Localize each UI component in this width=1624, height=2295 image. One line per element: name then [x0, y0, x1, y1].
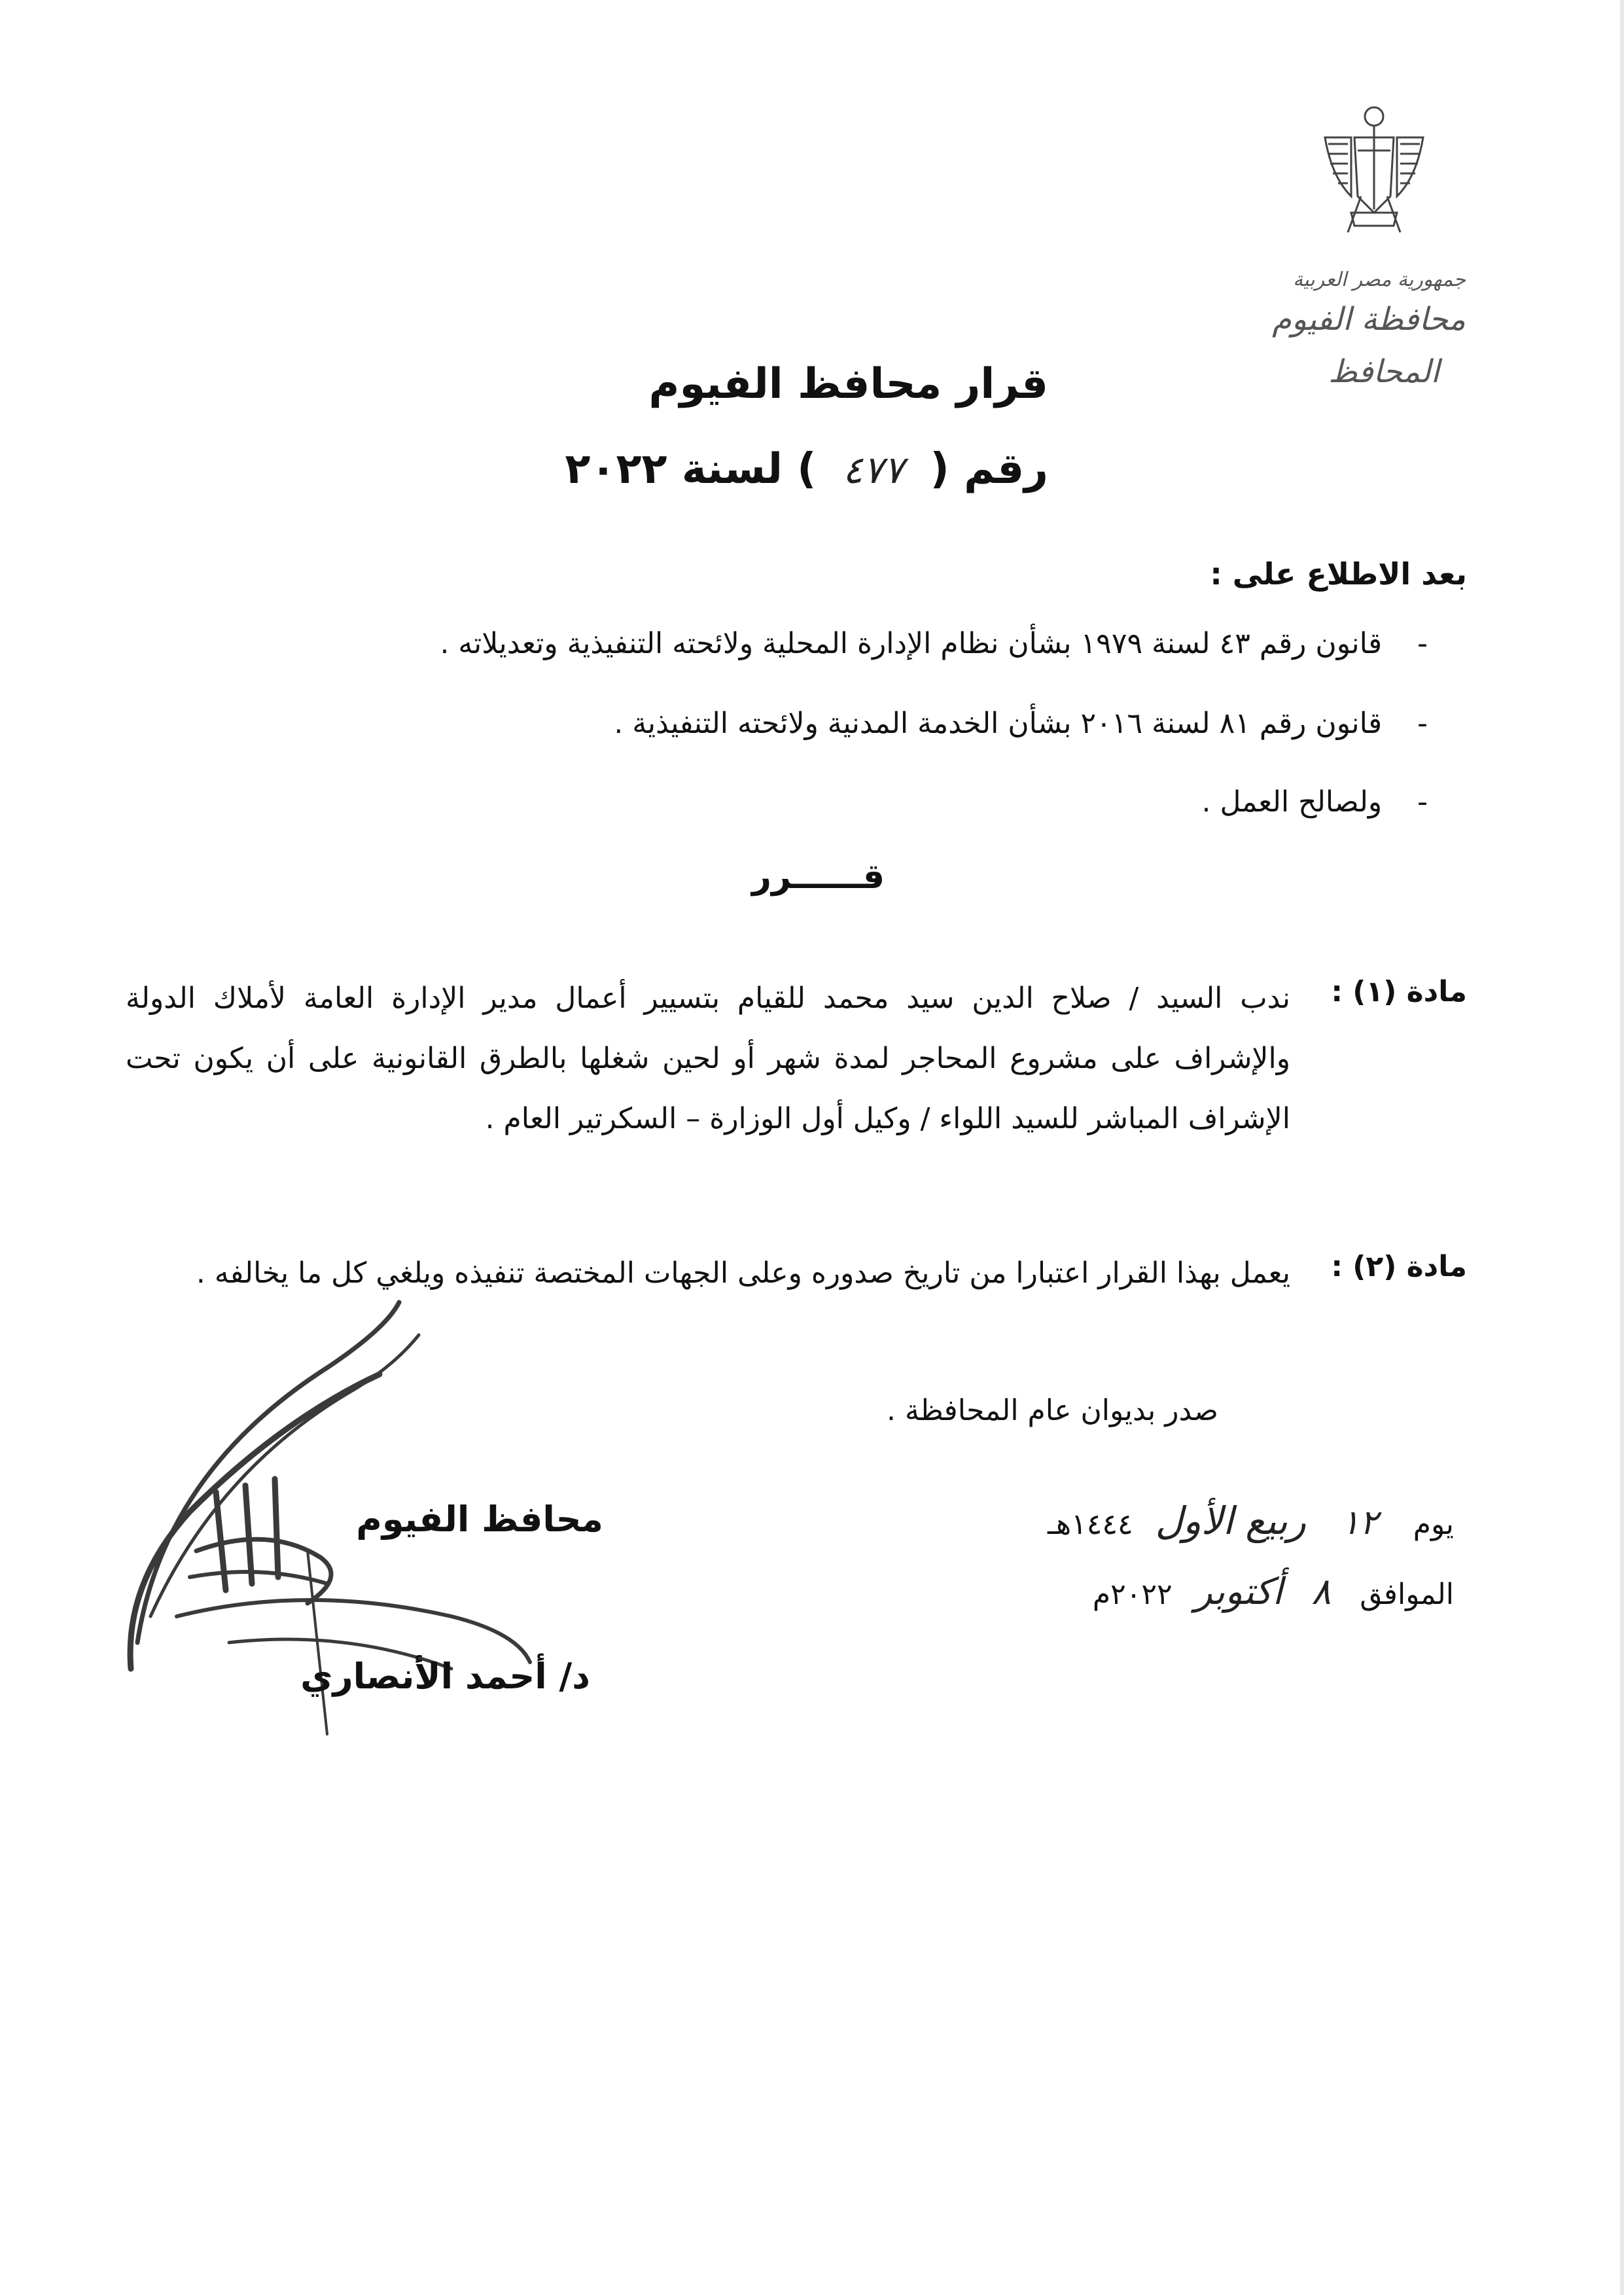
preamble-item — [614, 707, 1428, 740]
date-hijri — [1048, 1499, 1454, 1543]
hijri-month-handwritten: ربيع الأول — [1155, 1499, 1306, 1543]
preamble-dash: - — [1417, 785, 1428, 819]
day-handwritten: ١٢ — [1341, 1503, 1378, 1542]
preamble-item — [1202, 785, 1428, 819]
article-label: مادة (١) : — [1331, 975, 1467, 1008]
decree-title: قرار محافظ الفيوم — [648, 360, 1048, 408]
decides-heading: قــــــرر — [752, 857, 885, 897]
signatory-title: محافظ الفيوم — [356, 1499, 603, 1540]
article-label: مادة (٢) : — [1331, 1250, 1467, 1283]
preamble-dash: - — [1417, 707, 1428, 740]
governorate-stamp: محافظة الفيوم — [1272, 301, 1466, 338]
article-text: يعمل بهذا القرار اعتبارا من تاريخ صدوره وعلى الجهات المختصة تنفيذه ويلغي كل ما يخالفه . — [196, 1256, 1290, 1290]
greg-year: ٢٠٢٢م — [1092, 1578, 1173, 1611]
corresponding-label: الموافق — [1360, 1578, 1454, 1611]
signatory-name: د/ أحمد الأنصاري — [300, 1656, 590, 1697]
decree-number-suffix: ) لسنة ٢٠٢٢ — [565, 445, 817, 493]
preamble-item — [440, 627, 1428, 660]
preamble-item-text: قانون رقم ٨١ لسنة ٢٠١٦ بشأن الخدمة المدنية ولائحته التنفيذية . — [614, 707, 1383, 740]
preamble-dash: - — [1417, 627, 1428, 660]
day-label: يوم — [1413, 1508, 1454, 1541]
preamble-item-text: ولصالح العمل . — [1201, 785, 1383, 819]
decree-number — [565, 445, 1048, 493]
office-stamp: المحافظ — [1328, 353, 1439, 390]
greg-day-handwritten: ٨ — [1311, 1571, 1332, 1613]
date-gregorian — [1093, 1571, 1454, 1613]
article-text: ندب السيد / صلاح الدين سيد محمد للقيام بتسيير أعمال مدير الإدارة العامة لأملاك الدولة والإشراف على مشروع المحاجر لمدة شهر أو لحين شغلها بالطرق القانونية على أن يكون تحت الإشراف المباشر للسيد اللواء / وكيل أول الوزارة – السكرتير العام . — [126, 982, 1290, 1135]
hijri-year: ١٤٤٤هـ — [1047, 1508, 1133, 1541]
greg-month-handwritten: أكتوبر — [1194, 1571, 1283, 1613]
preamble-item-text: قانون رقم ٤٣ لسنة ١٩٧٩ بشأن نظام الإدارة المحلية ولائحته التنفيذية وتعديلاته . — [440, 627, 1383, 660]
preamble-intro: بعد الاطلاع على : — [1210, 556, 1467, 592]
eagle-emblem-icon — [1312, 98, 1436, 249]
decree-number-handwritten: ٤٧٧ — [842, 448, 904, 492]
decree-number-prefix: رقم ( — [930, 445, 1048, 493]
issued-at: صدر بديوان عام المحافظة . — [887, 1394, 1218, 1427]
emblem-block — [1272, 98, 1479, 425]
country-line: جمهورية مصر العربية — [1293, 268, 1466, 291]
page-edge — [1620, 0, 1624, 2295]
